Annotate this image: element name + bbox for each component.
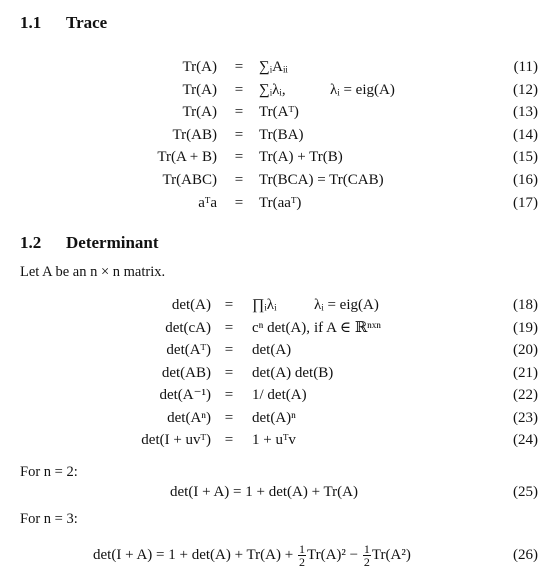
equation-relation: =: [224, 364, 234, 381]
equation-relation: =: [234, 194, 244, 211]
equation-lhs: det(Aⁿ): [167, 409, 211, 426]
equation-lhs: Tr(A): [182, 59, 217, 75]
equation-number: (16): [513, 172, 538, 188]
equation-relation: =: [224, 409, 234, 426]
equation-lhs: aᵀa: [198, 194, 217, 211]
section-heading-trace: [20, 13, 107, 33]
section-heading-determinant: [20, 233, 159, 253]
equation-number: (24): [513, 432, 538, 448]
equation-rhs: ∑ᵢAᵢᵢ: [259, 59, 288, 75]
equation-condition: if A ∈ ℝⁿˣⁿ: [314, 319, 381, 336]
equation-number: (20): [513, 342, 538, 358]
equation-relation: =: [234, 104, 244, 121]
equation-lhs: det(A): [171, 297, 211, 313]
equation-relation: =: [234, 126, 244, 143]
equation-lhs: Tr(A): [182, 104, 217, 121]
equation-25: det(I + A) = 1 + det(A) + Tr(A): [170, 484, 358, 500]
equation-rhs: 1/ det(A): [252, 387, 307, 403]
equation-relation: =: [224, 319, 234, 336]
equation-rhs: Tr(BCA) = Tr(CAB): [259, 172, 384, 188]
fraction-denominator: 2: [363, 555, 370, 570]
equation-rhs: Tr(A) + Tr(B): [259, 149, 343, 166]
equation-rhs: cⁿ det(A),: [252, 319, 311, 336]
equation-rhs: det(A): [252, 342, 292, 358]
equation-rhs: Tr(BA): [259, 126, 304, 143]
section-number: 1.1: [20, 13, 42, 32]
section-title: Determinant: [66, 233, 159, 252]
section-title: Trace: [66, 13, 108, 32]
equation-relation: =: [224, 387, 234, 403]
equation-26-part1: det(I + A) = 1 + det(A) + Tr(A) +: [93, 547, 294, 563]
equation-relation: =: [234, 59, 244, 75]
equation-lhs: det(A⁻¹): [159, 387, 211, 403]
equation-number: (18): [513, 297, 538, 313]
equation-number: (19): [513, 319, 538, 336]
equation-condition: λᵢ = eig(A): [314, 297, 379, 313]
fraction-numerator: 1: [363, 542, 370, 557]
equation-rhs: det(A) det(B): [252, 364, 334, 381]
equation-lhs: Tr(A): [182, 81, 217, 98]
fraction-one-half: [298, 543, 306, 568]
section-number: 1.2: [20, 233, 42, 252]
equation-condition: λᵢ = eig(A): [330, 81, 395, 98]
equation-lhs: Tr(A + B): [157, 149, 217, 166]
equation-number: (23): [513, 409, 538, 426]
fraction-one-half: [363, 543, 371, 568]
equation-number: (22): [513, 387, 538, 403]
equation-number: (21): [513, 364, 538, 381]
equation-lhs: det(I + uvᵀ): [141, 432, 211, 448]
equation-rhs: Tr(Aᵀ): [259, 104, 299, 121]
equation-relation: =: [234, 172, 244, 188]
equation-26-part3: Tr(A²): [371, 547, 411, 563]
equation-number: (17): [513, 194, 538, 211]
equation-relation: =: [234, 81, 244, 98]
case-n3-label: For n = 3:: [20, 511, 78, 527]
equation-number: (13): [513, 104, 538, 121]
equation-relation: =: [224, 432, 234, 448]
equation-rhs: 1 + uᵀv: [252, 432, 296, 448]
equation-rhs: ∑ᵢλᵢ,: [259, 81, 286, 98]
equation-relation: =: [224, 342, 234, 358]
equation-number: (14): [513, 126, 538, 143]
equation-number: (11): [513, 59, 538, 75]
equation-lhs: Tr(ABC): [162, 172, 217, 188]
equation-rhs: det(A)ⁿ: [252, 409, 296, 426]
equation-number: (12): [513, 81, 538, 98]
equation-relation: =: [234, 149, 244, 166]
case-n2-label: For n = 2:: [20, 464, 78, 480]
equation-lhs: det(Aᵀ): [166, 342, 211, 358]
equation-26-part2: Tr(A)² −: [306, 547, 359, 563]
equation-lhs: Tr(AB): [172, 126, 217, 143]
fraction-numerator: 1: [298, 542, 305, 557]
equation-rhs: Tr(aaᵀ): [259, 194, 302, 211]
equation-relation: =: [224, 297, 234, 313]
fraction-denominator: 2: [298, 555, 305, 570]
equation-lhs: det(cA): [165, 319, 211, 336]
determinant-intro: Let A be an n × n matrix.: [20, 264, 166, 280]
equation-26: [93, 538, 411, 572]
equation-rhs: ∏ᵢλᵢ: [252, 297, 277, 313]
equation-number: (26): [513, 547, 538, 563]
equation-lhs: det(AB): [161, 364, 211, 381]
equation-number: (15): [513, 149, 538, 166]
equation-number: (25): [513, 484, 538, 500]
